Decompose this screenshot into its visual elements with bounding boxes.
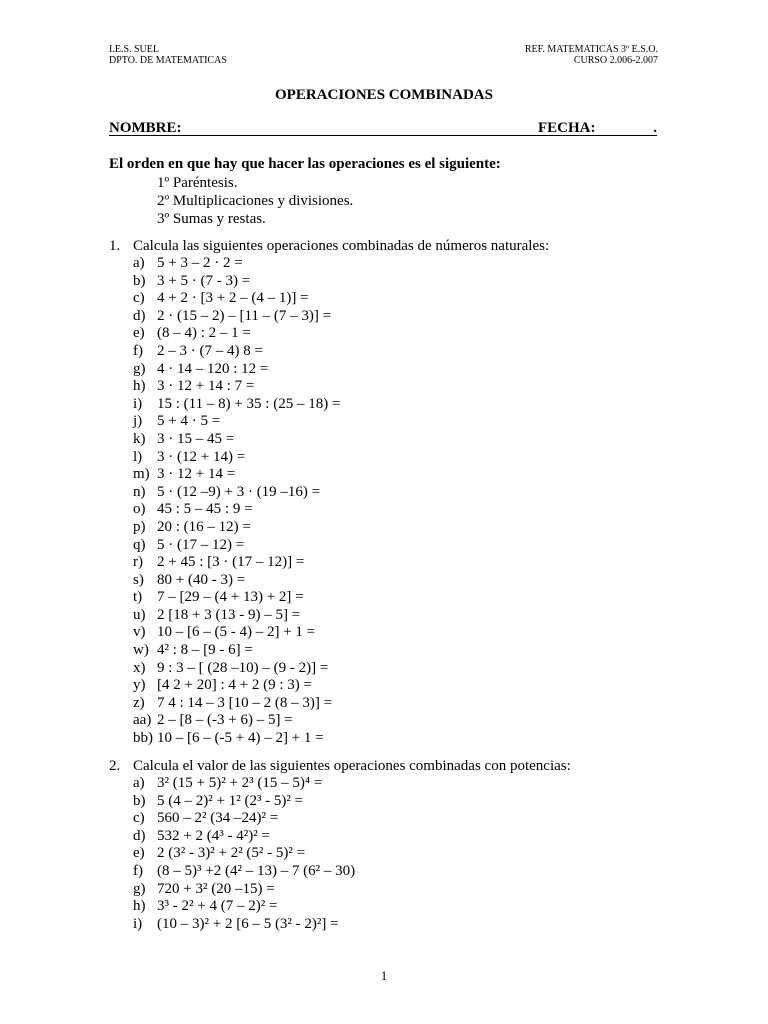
- item-expression: 3 · (12 + 14) =: [157, 448, 246, 465]
- rule-item: 3º Sumas y restas.: [157, 211, 266, 227]
- item-expression: 3 · 15 – 45 =: [157, 430, 235, 447]
- item-label: h): [133, 378, 146, 395]
- exercise-item: [133, 810, 571, 828]
- item-label: z): [133, 694, 145, 711]
- exercise-heading: [109, 758, 571, 775]
- page-title: OPERACIONES COMBINADAS: [275, 87, 493, 103]
- exercise-heading: [109, 238, 549, 255]
- item-label: q): [133, 536, 146, 553]
- item-expression: 3² (15 + 5)² + 2³ (15 – 5)⁴ =: [157, 775, 323, 791]
- item-expression: [4 2 + 20] : 4 + 2 (9 : 3) =: [157, 677, 312, 694]
- exercise-item: [133, 828, 571, 846]
- rule-item: 1º Paréntesis.: [157, 175, 238, 191]
- name-date-row: [109, 120, 657, 136]
- item-expression: (10 – 3)² + 2 [6 – 5 (3² - 2)²] =: [157, 915, 339, 932]
- item-expression: 5 · (12 –9) + 3 · (19 –16) =: [157, 483, 321, 500]
- exercise-item: [133, 730, 549, 748]
- order-rules: [157, 174, 353, 228]
- item-expression: 3 · 12 + 14 =: [157, 466, 236, 483]
- exercise-item: [133, 624, 549, 642]
- item-expression: 15 : (11 – 8) + 35 : (25 – 18) =: [157, 395, 341, 412]
- item-label: k): [133, 430, 146, 447]
- exercise-item: [133, 660, 549, 678]
- date-end-mark: .: [653, 120, 657, 136]
- item-expression: 4 + 2 · [3 + 2 – (4 – 1)] =: [157, 290, 309, 307]
- exercise-item: [133, 898, 571, 916]
- exercise-1: [109, 238, 549, 748]
- exercise-item: [133, 845, 571, 863]
- item-label: g): [133, 880, 146, 897]
- exercise-item: [133, 396, 549, 414]
- item-expression: 5 + 3 – 2 · 2 =: [157, 255, 243, 271]
- item-expression: 9 : 3 – [ (28 –10) – (9 - 2)] =: [157, 659, 329, 676]
- exercise-items: [133, 775, 571, 933]
- item-label: b): [133, 792, 146, 809]
- item-expression: 10 – [6 – (5 - 4) – 2] + 1 =: [157, 624, 316, 641]
- item-label: f): [133, 342, 143, 359]
- item-label: i): [133, 915, 143, 932]
- item-label: n): [133, 483, 146, 500]
- item-expression: 2 [18 + 3 (13 - 9) – 5] =: [157, 606, 301, 623]
- item-expression: 5 + 4 · 5 =: [157, 413, 221, 430]
- exercise-item: [133, 607, 549, 625]
- exercise-item: [133, 572, 549, 590]
- date-label: FECHA:: [538, 120, 596, 136]
- exercise-instruction: Calcula las siguientes operaciones combinadas de números naturales:: [133, 238, 550, 254]
- header-right: [525, 44, 658, 66]
- item-label: c): [133, 810, 145, 827]
- item-label: a): [133, 775, 145, 791]
- exercise-item: [133, 308, 549, 326]
- exercise-item: [133, 290, 549, 308]
- exercise-number: 2.: [109, 758, 121, 774]
- item-expression: 7 4 : 14 – 3 [10 – 2 (8 – 3)] =: [157, 694, 333, 711]
- item-label: c): [133, 290, 145, 307]
- item-label: e): [133, 845, 145, 862]
- exercise-item: [133, 642, 549, 660]
- exercise-item: [133, 863, 571, 881]
- exercise-2: [109, 758, 571, 933]
- item-label: a): [133, 255, 145, 271]
- item-label: i): [133, 395, 143, 412]
- exercise-item: [133, 343, 549, 361]
- item-expression: (8 – 4) : 2 – 1 =: [157, 325, 251, 342]
- item-label: j): [133, 413, 143, 430]
- exercise-item: [133, 255, 549, 273]
- item-label: l): [133, 448, 143, 465]
- item-label: d): [133, 307, 146, 324]
- item-expression: 3 · 12 + 14 : 7 =: [157, 378, 255, 395]
- item-label: bb): [133, 730, 153, 747]
- exercise-instruction: Calcula el valor de las siguientes operaciones combinadas con potencias:: [133, 758, 571, 774]
- department-name: DPTO. DE MATEMATICAS: [109, 55, 227, 66]
- item-label: m): [133, 466, 150, 483]
- item-expression: 80 + (40 - 3) =: [157, 571, 246, 588]
- exercise-item: [133, 589, 549, 607]
- item-label: d): [133, 827, 146, 844]
- item-expression: 20 : (16 – 12) =: [157, 518, 251, 535]
- item-expression: 5 · (17 – 12) =: [157, 536, 245, 553]
- item-expression: 3 + 5 · (7 - 3) =: [157, 272, 251, 289]
- item-label: t): [133, 589, 143, 606]
- item-expression: 45 : 5 – 45 : 9 =: [157, 501, 253, 518]
- item-expression: 2 – [8 – (-3 + 6) – 5] =: [157, 712, 293, 729]
- item-expression: 2 (3² - 3)² + 2² (5² - 5)² =: [157, 845, 306, 862]
- item-expression: 3³ - 2² + 4 (7 – 2)² =: [157, 898, 278, 915]
- school-year: CURSO 2.006-2.007: [573, 55, 658, 66]
- order-intro: El orden en que hay que hacer las operaciones es el siguiente:: [109, 156, 501, 172]
- exercise-item: [133, 677, 549, 695]
- exercise-item: [133, 775, 571, 793]
- item-label: aa): [133, 712, 152, 729]
- exercise-item: [133, 519, 549, 537]
- item-expression: 7 – [29 – (4 + 13) + 2] =: [157, 589, 304, 606]
- item-expression: 5 (4 – 2)² + 1² (2³ - 5)² =: [157, 792, 304, 809]
- item-label: b): [133, 272, 146, 289]
- course-reference: REF. MATEMATICAS 3º E.S.O.: [524, 44, 658, 55]
- exercise-items: [133, 255, 549, 748]
- item-expression: 532 + 2 (4³ - 4²)² =: [157, 827, 270, 844]
- exercise-item: [133, 484, 549, 502]
- school-name: I.E.S. SUEL: [109, 44, 159, 55]
- item-expression: 2 – 3 · (7 – 4) 8 =: [157, 342, 263, 359]
- exercise-item: [133, 378, 549, 396]
- item-expression: 560 – 2² (34 –24)² =: [157, 810, 279, 827]
- item-expression: 4² : 8 – [9 - 6] =: [157, 642, 253, 659]
- exercise-item: [133, 325, 549, 343]
- exercise-item: [133, 273, 549, 291]
- item-label: p): [133, 518, 146, 535]
- item-expression: 2 · (15 – 2) – [11 – (7 – 3)] =: [157, 307, 332, 324]
- page-number: 1: [380, 968, 388, 983]
- exercise-number: 1.: [109, 238, 121, 254]
- header-left: [109, 44, 227, 66]
- exercise-item: [133, 695, 549, 713]
- item-expression: 4 · 14 – 120 : 12 =: [157, 360, 269, 377]
- item-label: r): [133, 554, 143, 571]
- exercise-item: [133, 413, 549, 431]
- item-label: f): [133, 862, 143, 879]
- exercise-item: [133, 554, 549, 572]
- item-label: u): [133, 606, 146, 623]
- exercise-item: [133, 501, 549, 519]
- item-expression: 2 + 45 : [3 · (17 – 12)] =: [157, 554, 305, 571]
- exercise-item: [133, 449, 549, 467]
- item-label: v): [133, 624, 146, 641]
- item-label: s): [133, 571, 144, 588]
- exercise-item: [133, 537, 549, 555]
- item-label: x): [133, 659, 146, 676]
- item-label: w): [133, 642, 149, 659]
- item-expression: 10 – [6 – (-5 + 4) – 2] + 1 =: [157, 730, 324, 747]
- item-label: o): [133, 501, 146, 518]
- exercise-item: [133, 916, 571, 934]
- name-label: NOMBRE:: [109, 120, 182, 136]
- item-label: y): [133, 677, 146, 694]
- item-label: h): [133, 898, 146, 915]
- exercise-item: [133, 712, 549, 730]
- rule-item: 2º Multiplicaciones y divisiones.: [157, 193, 354, 209]
- exercise-item: [133, 466, 549, 484]
- exercise-item: [133, 431, 549, 449]
- exercise-item: [133, 793, 571, 811]
- item-expression: (8 – 5)³ +2 (4² – 13) – 7 (6² – 30): [157, 862, 356, 879]
- item-label: g): [133, 360, 146, 377]
- item-label: e): [133, 325, 145, 342]
- exercise-item: [133, 881, 571, 899]
- item-expression: 720 + 3² (20 –15) =: [157, 880, 275, 897]
- exercise-item: [133, 361, 549, 379]
